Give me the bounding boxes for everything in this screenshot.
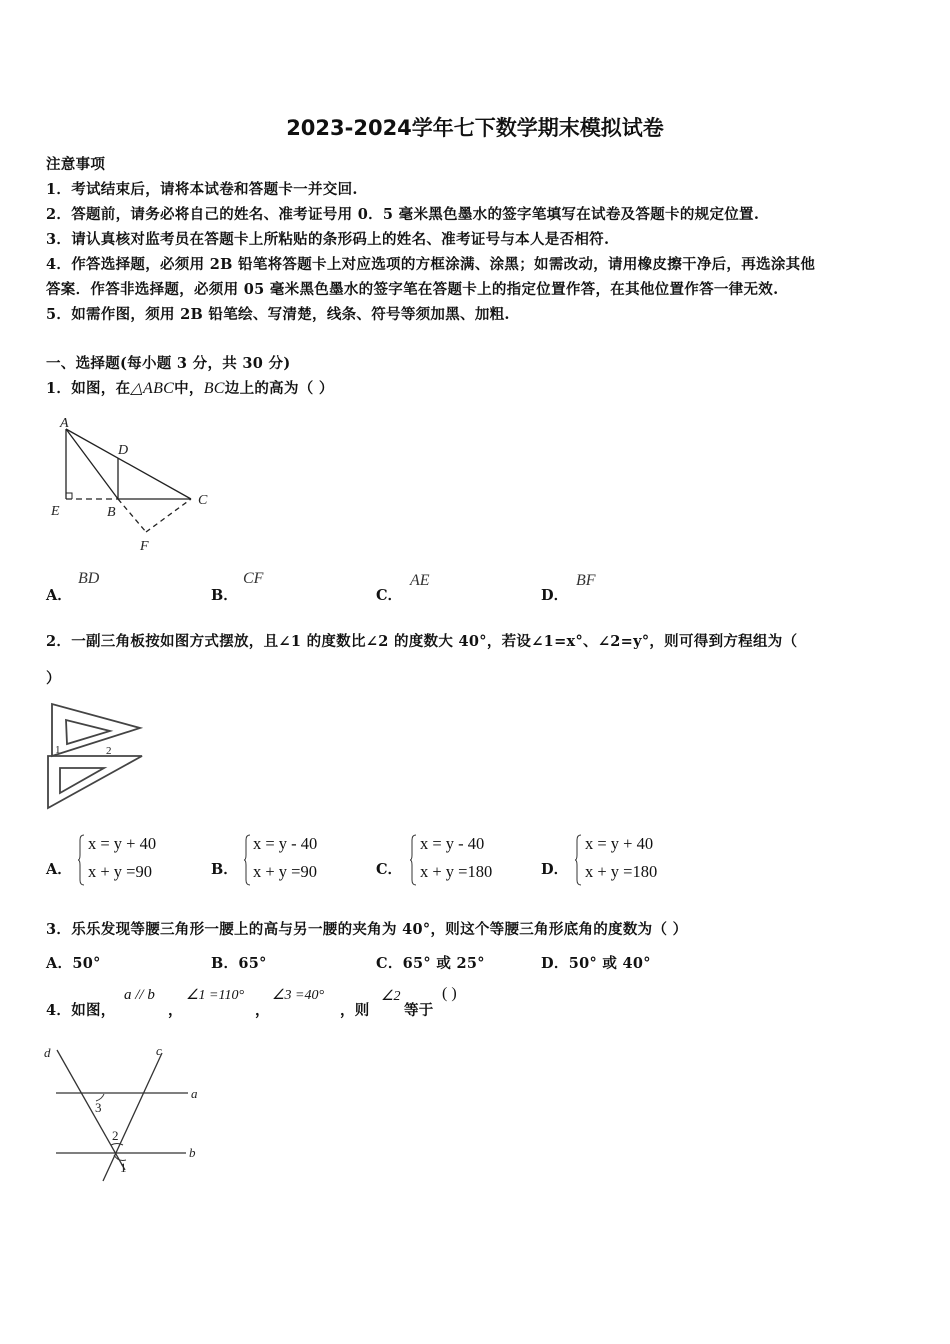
q3-option-a[interactable] xyxy=(46,952,101,973)
label-angle-1: 1 xyxy=(120,1160,127,1175)
q1-option-d-value[interactable]: BF xyxy=(576,572,596,589)
equation: x = y - 40 xyxy=(253,834,318,853)
label-angle-2: 2 xyxy=(106,745,112,757)
question-3-stem: 3．乐乐发现等腰三角形一腰上的高与另一腰的夹角为 40°，则这个等腰三角形底角的度数为（ ） xyxy=(46,921,688,938)
label-a: a xyxy=(191,1086,198,1101)
brace-icon xyxy=(78,834,85,886)
notice-item: 2．答题前，请务必将自己的姓名、准考证号用 0．5 毫米黑色墨水的签字笔填写在试卷及答题卡的规定位置. xyxy=(46,206,760,223)
question-2-stem-cont: ） xyxy=(46,670,61,687)
option-value: 50° 或 40° xyxy=(568,955,651,972)
q4-answer-paren: ( ) xyxy=(442,985,457,1002)
line-AB xyxy=(66,429,118,499)
notice-heading: 注意事项 xyxy=(46,156,106,173)
option-letter: B． xyxy=(211,955,239,972)
q2-option-a-letter: A． xyxy=(46,861,72,878)
q4-condition-angle1: ∠1 =110° xyxy=(186,988,245,1003)
label-E: E xyxy=(51,504,60,519)
q4-comma: ， xyxy=(168,1002,183,1019)
q2-option-d-letter: D． xyxy=(541,861,569,878)
q1-option-a-value[interactable]: BD xyxy=(78,570,100,587)
label-b: b xyxy=(189,1145,196,1160)
section-heading: 一、选择题(每小题 3 分，共 30 分) xyxy=(46,355,291,372)
q1-option-c-value[interactable]: AE xyxy=(410,572,430,589)
q2-option-b-letter: B． xyxy=(211,861,238,878)
equation: x = y - 40 xyxy=(420,834,485,853)
q2-option-a-system[interactable] xyxy=(88,830,156,886)
q1-figure xyxy=(44,412,224,557)
equation: x + y =90 xyxy=(253,862,317,881)
option-value: 65° xyxy=(238,955,267,972)
option-letter: C． xyxy=(376,955,403,972)
notice-item: 4．作答选择题，必须用 2B 铅笔将答题卡上对应选项的方框涂满、涂黑；如需改动，请用橡皮擦干净后，再选涂其他 xyxy=(46,256,816,273)
label-c: c xyxy=(156,1043,162,1058)
label-A: A xyxy=(60,416,69,431)
equation: x + y =180 xyxy=(420,862,493,881)
triangle-ruler-top xyxy=(52,704,140,756)
equation: x + y =180 xyxy=(585,862,658,881)
option-letter: D． xyxy=(541,955,569,972)
label-C: C xyxy=(198,493,208,508)
q3-option-d[interactable] xyxy=(541,952,651,973)
triangle-ruler-bottom xyxy=(48,756,142,808)
q1-triangle: △ABC xyxy=(130,380,175,397)
q4-prefix: 4．如图， xyxy=(46,1002,116,1019)
q3-option-b[interactable] xyxy=(211,952,267,973)
q2-option-d-system[interactable] xyxy=(585,830,657,886)
option-value: 65° 或 25° xyxy=(402,955,485,972)
label-D: D xyxy=(118,443,129,458)
equation: x + y =90 xyxy=(88,862,152,881)
notice-item: 答案．作答非选择题，必须用 05 毫米黑色墨水的签字笔在答题卡上的指定位置作答，在其他位置作答一律无效. xyxy=(46,281,779,298)
label-B: B xyxy=(107,505,116,520)
page-title: 2023-2024学年七下数学期末模拟试卷 xyxy=(286,116,664,140)
q4-comma: ， xyxy=(255,1002,270,1019)
q1-option-b-letter: B． xyxy=(211,587,238,604)
q2-option-b-system[interactable] xyxy=(253,830,317,886)
q2-figure xyxy=(44,698,149,813)
angle-2-arc xyxy=(111,1144,123,1146)
label-d: d xyxy=(44,1045,51,1060)
line-c xyxy=(103,1053,162,1181)
option-letter: A． xyxy=(46,955,73,972)
line-BF xyxy=(118,499,146,532)
q1-option-a-letter: A． xyxy=(46,587,72,604)
brace-icon xyxy=(410,834,417,886)
label-F: F xyxy=(140,539,149,554)
notice-item: 3．请认真核对监考员在答题卡上所粘贴的条形码上的姓名、准考证号与本人是否相符. xyxy=(46,231,610,248)
brace-icon xyxy=(575,834,582,886)
q1-option-b-value[interactable]: CF xyxy=(243,570,264,587)
label-angle-1: 1 xyxy=(55,744,61,756)
equation: x = y + 40 xyxy=(585,834,654,853)
right-angle-mark xyxy=(66,493,72,499)
q4-angle2: ∠2 xyxy=(381,989,401,1004)
label-angle-3: 3 xyxy=(95,1100,102,1115)
notice-item: 5．如需作图，须用 2B 铅笔绘、写清楚，线条、符号等须加黑、加粗. xyxy=(46,306,510,323)
option-value: 50° xyxy=(72,955,101,972)
q4-figure xyxy=(40,1038,210,1188)
q1-prefix: 1．如图，在 xyxy=(46,380,131,397)
line-d xyxy=(57,1050,125,1170)
q1-option-c-letter: C． xyxy=(376,587,403,604)
q2-option-c-system[interactable] xyxy=(420,830,492,886)
brace-icon xyxy=(244,834,251,886)
q1-side: BC xyxy=(203,380,225,397)
notice-item: 1．考试结束后，请将本试卷和答题卡一并交回. xyxy=(46,181,358,198)
q4-condition-parallel: a // b xyxy=(124,987,155,1003)
q3-option-c[interactable] xyxy=(376,952,485,973)
equation: x = y + 40 xyxy=(88,834,157,853)
q2-option-c-letter: C． xyxy=(376,861,403,878)
q1-option-d-letter: D． xyxy=(541,587,569,604)
question-1-stem xyxy=(46,377,334,398)
q4-suffix: 等于 xyxy=(404,1002,434,1019)
q1-suffix: 边上的高为（ ） xyxy=(224,380,334,397)
q4-then: ，则 xyxy=(340,1002,370,1019)
line-AC xyxy=(66,429,191,499)
line-FC xyxy=(146,499,191,532)
q4-condition-angle3: ∠3 =40° xyxy=(272,988,325,1003)
q1-mid: 中， xyxy=(174,380,204,397)
question-2-stem: 2．一副三角板按如图方式摆放，且∠1 的度数比∠2 的度数大 40°，若设∠1=x°、∠2=y°，则可得到方程组为（ xyxy=(46,633,798,650)
label-angle-2: 2 xyxy=(112,1128,119,1143)
